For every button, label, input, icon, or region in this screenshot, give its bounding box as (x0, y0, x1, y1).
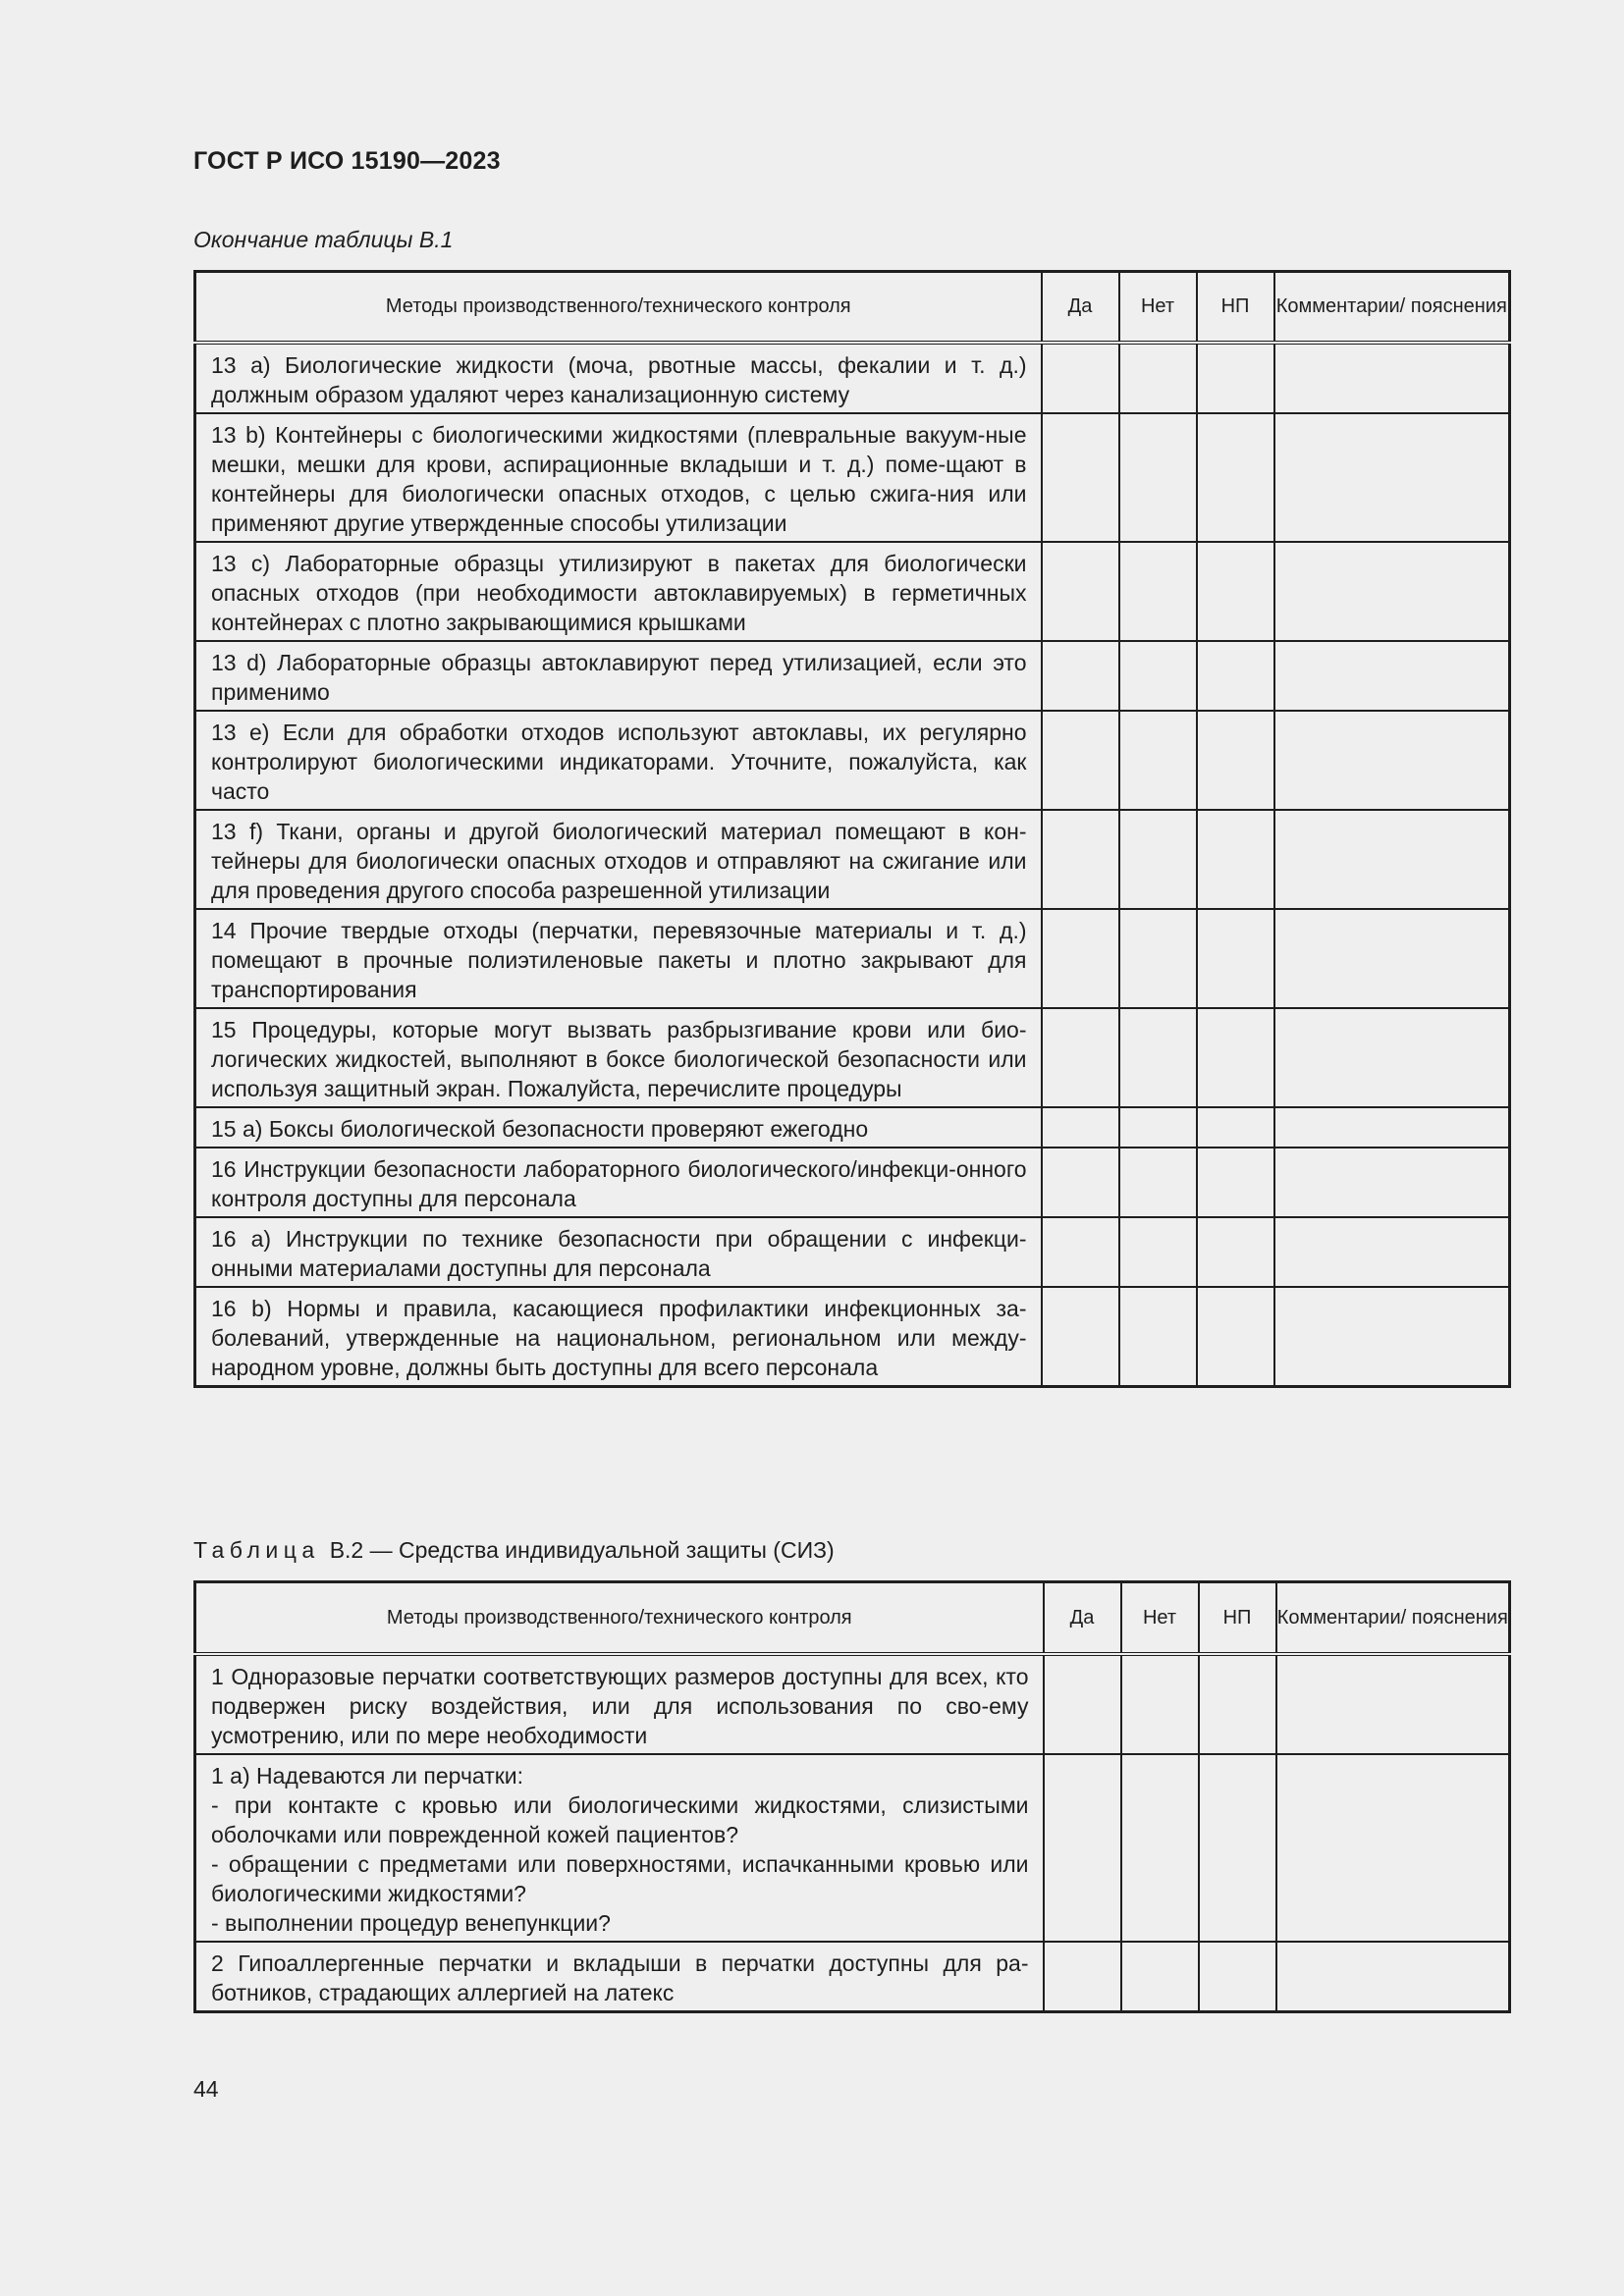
table-row (195, 343, 1510, 413)
row-description: 13 c) Лабораторные образцы утилизируют в пакетах для биологически опасных отходов (при необходимости автоклавируемых) в герметичных контейнерах с плотно закрывающимися крышками (195, 542, 1042, 641)
comments-cell[interactable] (1274, 1287, 1510, 1387)
column-header-na: НП (1197, 272, 1274, 343)
row-description: 13 f) Ткани, органы и другой биологический материал помещают в кон-тейнеры для биологически опасных отходов и отправляют на сжигание или для проведения другого способа разрешенной утилизации (195, 810, 1042, 909)
yes-cell[interactable] (1042, 909, 1119, 1008)
no-cell[interactable] (1119, 909, 1197, 1008)
table-continuation-caption: Окончание таблицы В.1 (193, 227, 454, 252)
no-cell[interactable] (1119, 1008, 1197, 1107)
table-row (195, 1148, 1510, 1217)
table-row (195, 1107, 1510, 1148)
table-caption-b2 (193, 1537, 835, 1564)
comments-cell[interactable] (1274, 909, 1510, 1008)
column-header-yes: Да (1042, 272, 1119, 343)
yes-cell[interactable] (1042, 641, 1119, 711)
row-description: 13 e) Если для обработки отходов используют автоклавы, их регулярно контролируют биологическими индикаторами. Уточните, пожалуйста, как часто (195, 711, 1042, 810)
no-cell[interactable] (1119, 343, 1197, 413)
column-header-no: Нет (1121, 1582, 1199, 1654)
comments-cell[interactable] (1274, 641, 1510, 711)
column-header-methods: Методы производственного/технического контроля (195, 272, 1042, 343)
comments-cell[interactable] (1276, 1654, 1510, 1754)
comments-cell[interactable] (1274, 343, 1510, 413)
na-cell[interactable] (1197, 711, 1274, 810)
table-row (195, 1754, 1510, 1942)
na-cell[interactable] (1197, 413, 1274, 542)
yes-cell[interactable] (1042, 542, 1119, 641)
column-header-yes: Да (1044, 1582, 1121, 1654)
na-cell[interactable] (1197, 343, 1274, 413)
row-description: 16 a) Инструкции по технике безопасности при обращении с инфекци-онными материалами доступны для персонала (195, 1217, 1042, 1287)
row-description: 16 Инструкции безопасности лабораторного биологического/инфекци-онного контроля доступны для персонала (195, 1148, 1042, 1217)
yes-cell[interactable] (1042, 1107, 1119, 1148)
yes-cell[interactable] (1044, 1942, 1121, 2012)
comments-cell[interactable] (1274, 1107, 1510, 1148)
comments-cell[interactable] (1276, 1942, 1510, 2012)
na-cell[interactable] (1197, 641, 1274, 711)
no-cell[interactable] (1119, 1148, 1197, 1217)
na-cell[interactable] (1197, 1217, 1274, 1287)
table-row (195, 1287, 1510, 1387)
no-cell[interactable] (1121, 1942, 1199, 2012)
column-header-no: Нет (1119, 272, 1197, 343)
yes-cell[interactable] (1042, 1217, 1119, 1287)
na-cell[interactable] (1197, 1148, 1274, 1217)
row-description: 2 Гипоаллергенные перчатки и вкладыши в перчатки доступны для ра-ботников, страдающих аллергией на латекс (195, 1942, 1044, 2012)
column-header-methods: Методы производственного/технического контроля (195, 1582, 1044, 1654)
na-cell[interactable] (1197, 1107, 1274, 1148)
yes-cell[interactable] (1042, 1287, 1119, 1387)
no-cell[interactable] (1119, 1287, 1197, 1387)
no-cell[interactable] (1119, 641, 1197, 711)
row-description: 1 Одноразовые перчатки соответствующих размеров доступны для всех, кто подвержен риску воздействия, или для использования по сво-ему усмотрению, или по мере необходимости (195, 1654, 1044, 1754)
table-body (195, 1654, 1510, 2012)
row-description: 15 a) Боксы биологической безопасности проверяют ежегодно (195, 1107, 1042, 1148)
table-row (195, 1217, 1510, 1287)
checklist-table-b1 (193, 270, 1511, 1388)
row-description: 13 a) Биологические жидкости (моча, рвотные массы, фекалии и т. д.) должным образом удаляют через канализационную систему (195, 343, 1042, 413)
table-body (195, 343, 1510, 1387)
yes-cell[interactable] (1042, 413, 1119, 542)
row-description: 13 d) Лабораторные образцы автоклавируют перед утилизацией, если это применимо (195, 641, 1042, 711)
no-cell[interactable] (1119, 1217, 1197, 1287)
table-row (195, 909, 1510, 1008)
row-description-line: 1 a) Надеваются ли перчатки: (211, 1762, 524, 1789)
table-row (195, 810, 1510, 909)
no-cell[interactable] (1119, 413, 1197, 542)
table-row (195, 542, 1510, 641)
comments-cell[interactable] (1274, 810, 1510, 909)
no-cell[interactable] (1121, 1654, 1199, 1754)
table-header-row (195, 272, 1510, 343)
table-caption-label: Таблица (193, 1537, 320, 1563)
na-cell[interactable] (1197, 542, 1274, 641)
document-header: ГОСТ Р ИСО 15190—2023 (193, 147, 501, 175)
no-cell[interactable] (1119, 711, 1197, 810)
yes-cell[interactable] (1042, 1008, 1119, 1107)
table-header-row (195, 1582, 1510, 1654)
table-row (195, 1008, 1510, 1107)
yes-cell[interactable] (1044, 1754, 1121, 1942)
checklist-table-b2 (193, 1580, 1511, 2013)
table-row (195, 641, 1510, 711)
row-description: 14 Прочие твердые отходы (перчатки, перевязочные материалы и т. д.) помещают в прочные полиэтиленовые пакеты и плотно закрывают для транспортирования (195, 909, 1042, 1008)
na-cell[interactable] (1197, 909, 1274, 1008)
no-cell[interactable] (1119, 810, 1197, 909)
no-cell[interactable] (1119, 1107, 1197, 1148)
no-cell[interactable] (1121, 1754, 1199, 1942)
row-description-line: - обращении с предметами или поверхностями, испачканными кровью или биологическими жидкостями? (211, 1850, 1029, 1906)
na-cell[interactable] (1199, 1654, 1276, 1754)
no-cell[interactable] (1119, 542, 1197, 641)
na-cell[interactable] (1199, 1754, 1276, 1942)
comments-cell[interactable] (1274, 711, 1510, 810)
yes-cell[interactable] (1044, 1654, 1121, 1754)
page-number: 44 (193, 2076, 219, 2102)
comments-cell[interactable] (1274, 413, 1510, 542)
row-description: 16 b) Нормы и правила, касающиеся профилактики инфекционных за-болеваний, утвержденные на национальном, региональном или между-народном уровне, должны быть доступны для всего персонала (195, 1287, 1042, 1387)
yes-cell[interactable] (1042, 1148, 1119, 1217)
column-header-comments: Комментарии/ пояснения (1274, 272, 1510, 343)
yes-cell[interactable] (1042, 711, 1119, 810)
comments-cell[interactable] (1274, 1217, 1510, 1287)
na-cell[interactable] (1197, 810, 1274, 909)
column-header-comments: Комментарии/ пояснения (1276, 1582, 1510, 1654)
yes-cell[interactable] (1042, 810, 1119, 909)
na-cell[interactable] (1199, 1942, 1276, 2012)
comments-cell[interactable] (1274, 542, 1510, 641)
comments-cell[interactable] (1274, 1148, 1510, 1217)
na-cell[interactable] (1197, 1008, 1274, 1107)
row-description (195, 1754, 1044, 1942)
na-cell[interactable] (1197, 1287, 1274, 1387)
table-row (195, 1654, 1510, 1754)
row-description-line: - при контакте с кровью или биологическими жидкостями, слизистыми оболочками или поврежденной кожей пациентов? (211, 1791, 1029, 1847)
row-description: 13 b) Контейнеры с биологическими жидкостями (плевральные вакуум-ные мешки, мешки для крови, аспирационные вкладыши и т. д.) поме-щают в контейнеры для биологически опасных отходов, с целью сжига-ния или применяют другие утвержденные способы утилизации (195, 413, 1042, 542)
comments-cell[interactable] (1276, 1754, 1510, 1942)
table-row (195, 1942, 1510, 2012)
yes-cell[interactable] (1042, 343, 1119, 413)
table-caption-text: В.2 — Средства индивидуальной защиты (СИЗ) (329, 1537, 835, 1563)
comments-cell[interactable] (1274, 1008, 1510, 1107)
table-row (195, 413, 1510, 542)
row-description-line: - выполнении процедур венепункции? (211, 1909, 611, 1936)
table-row (195, 711, 1510, 810)
column-header-na: НП (1199, 1582, 1276, 1654)
row-description: 15 Процедуры, которые могут вызвать разбрызгивание крови или био-логических жидкостей, выполняют в боксе биологической безопасности или используя защитный экран. Пожалуйста, перечислите процедуры (195, 1008, 1042, 1107)
